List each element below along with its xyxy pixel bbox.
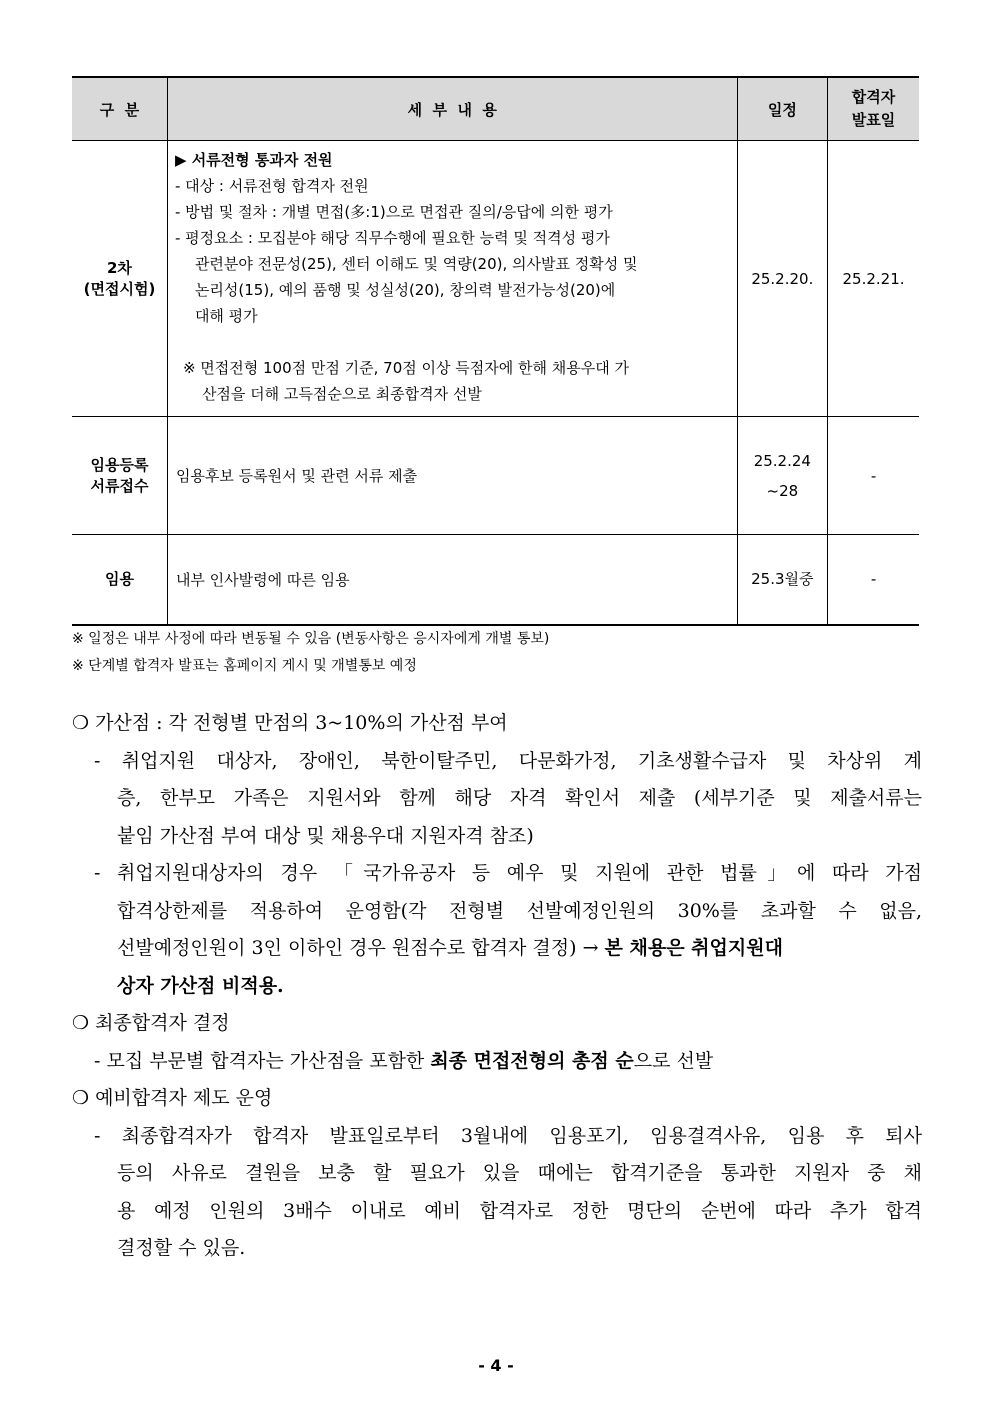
body-text xyxy=(72,705,922,1268)
body-bold-span: 최종 면접전형의 총점 순 xyxy=(430,1049,634,1072)
stage-cell: 임용 xyxy=(72,535,167,625)
schedule-table xyxy=(72,76,919,626)
stage-cell: 2차 (면접시험) xyxy=(72,141,167,417)
date-cell: 25.2.24 ~28 xyxy=(737,417,827,535)
table-header-row xyxy=(72,77,919,141)
body-line: 용 예정 인원의 3배수 이내로 예비 합격자로 정한 명단의 순번에 따라 추가 합격 xyxy=(117,1199,922,1222)
detail-item: 대해 평가 xyxy=(194,307,258,325)
body-line: 등의 사유로 결원을 보충 할 필요가 있을 때에는 합격기준을 통과한 지원자 중 채 xyxy=(117,1162,922,1184)
body-line: 층, 한부모 가족은 지원서와 함께 해당 자격 확인서 제출 (세부기준 및 제출서류는 xyxy=(117,787,922,809)
section-title-bonus: ❍ 가산점 : 각 전형별 만점의 3~10%의 가산점 부여 xyxy=(72,712,508,734)
body-line: - 취업지원 대상자, 장애인, 북한이탈주민, 다문화가정, 기초생활수급자 및 차상위 계 xyxy=(94,749,922,772)
page-number: - 4 - xyxy=(478,1356,514,1375)
table-row xyxy=(72,141,919,417)
detail-item: - 방법 및 절차 : 개별 면접(多:1)으로 면접관 질의/응답에 의한 평가 xyxy=(174,203,613,221)
section-title-final: ❍ 최종합격자 결정 xyxy=(72,1012,230,1034)
detail-item: 관련분야 전문성(25), 센터 이해도 및 역량(20), 의사발표 정확성 및 xyxy=(194,255,638,273)
body-line xyxy=(72,968,922,1006)
announce-cell: 25.2.21. xyxy=(828,141,919,417)
detail-cell: 내부 인사발령에 따른 임용 xyxy=(167,535,737,625)
section-title-reserve: ❍ 예비합격자 제도 운영 xyxy=(72,1087,273,1109)
body-bold-span: 상자 가산점 비적용. xyxy=(117,974,284,997)
announce-cell: - xyxy=(828,535,919,625)
date-cell: 25.2.20. xyxy=(737,141,827,417)
body-text-span: 선발예정인원이 3인 이하인 경우 원점수로 합격자 결정) → xyxy=(117,937,605,959)
body-line: 붙임 가산점 부여 대상 및 채용우대 지원자격 참조) xyxy=(117,824,534,847)
stage-cell: 임용등록 서류접수 xyxy=(72,417,167,535)
detail-note: ※ 면접전형 100점 만점 기준, 70점 이상 득점자에 한해 채용우대 가 xyxy=(182,359,629,377)
note-line: ※ 일정은 내부 사정에 따라 변동될 수 있음 (변동사항은 응시자에게 개별 통보) xyxy=(72,631,550,647)
body-line: 결정할 수 있음. xyxy=(117,1237,246,1259)
body-line xyxy=(72,930,922,968)
table-row xyxy=(72,417,919,535)
body-text-span: 으로 선발 xyxy=(633,1049,714,1072)
header-schedule: 일정 xyxy=(737,77,827,141)
body-line xyxy=(72,1043,922,1081)
detail-item: - 대상 : 서류전형 합격자 전원 xyxy=(174,177,369,195)
table-notes xyxy=(72,626,549,680)
body-text-span: - 모집 부문별 합격자는 가산점을 포함한 xyxy=(94,1049,431,1072)
table-row xyxy=(72,535,919,625)
announce-cell: - xyxy=(828,417,919,535)
body-line: - 최종합격자가 합격자 발표일로부터 3월내에 임용포기, 임용결격사유, 임용 후 퇴사 xyxy=(94,1124,922,1147)
header-details: 세 부 내 용 xyxy=(167,77,737,141)
detail-head: ▶ 서류전형 통과자 전원 xyxy=(174,151,333,169)
body-line: - 취업지원대상자의 경우 「국가유공자 등 예우 및 지원에 관한 법률」에 따라 가점 xyxy=(94,862,922,884)
detail-item: - 평정요소 : 모집분야 해당 직무수행에 필요한 능력 및 적격성 평가 xyxy=(174,229,610,247)
header-announce: 합격자 발표일 xyxy=(828,77,919,141)
note-line: ※ 단계별 합격자 발표는 홈페이지 게시 및 개별통보 예정 xyxy=(72,658,417,674)
body-line: 합격상한제를 적용하여 운영함(각 전형별 선발예정인원의 30%를 초과할 수 없음, xyxy=(117,899,922,922)
date-cell: 25.3월중 xyxy=(737,535,827,625)
detail-cell: 임용후보 등록원서 및 관련 서류 제출 xyxy=(167,417,737,535)
body-bold-span: 본 채용은 취업지원대 xyxy=(604,937,783,959)
header-category: 구 분 xyxy=(72,77,167,141)
detail-cell xyxy=(167,141,737,417)
detail-note: 산점을 더해 고득점순으로 최종합격자 선발 xyxy=(201,385,482,403)
detail-item: 논리성(15), 예의 품행 및 성실성(20), 창의력 발전가능성(20)에 xyxy=(194,281,616,299)
